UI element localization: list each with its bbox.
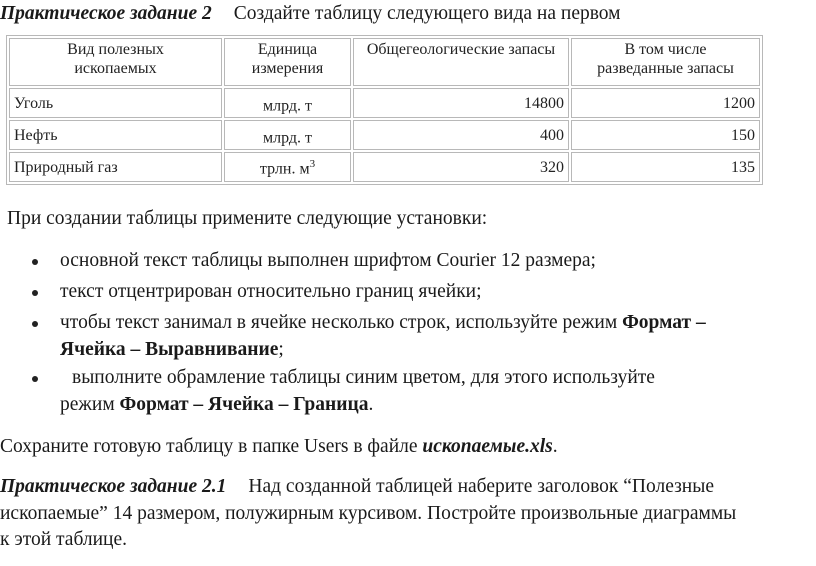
save-instruction: Сохраните готовую таблицу в папке Users в файле ископаемые.xls. <box>0 436 558 457</box>
cell-unit: трлн. $м^3$ <box>224 152 351 182</box>
minerals-table-container <box>6 35 763 185</box>
cell-mineral-name: Нефть <box>9 120 222 150</box>
bullet-item-border-line1: выполните обрамление таблицы синим цветом, для этого используйте <box>72 367 655 388</box>
bullet-dot <box>32 290 38 296</box>
bullet-item-wrap-line1: чтобы текст занимал в ячейке несколько строк, используйте режим Формат – <box>60 312 706 333</box>
header-mineral-type: Вид полезных ископаемых <box>9 38 222 86</box>
cell-mineral-name: Природный газ <box>9 152 222 182</box>
cell-total: 14800 <box>353 88 569 118</box>
header-explored-reserves: В том числе разведанные запасы <box>571 38 760 86</box>
minerals-table <box>6 35 763 185</box>
cell-explored: 150 <box>571 120 760 150</box>
task21-line3: к этой таблице. <box>0 529 128 550</box>
settings-intro: При создании таблицы примените следующие установки: <box>7 208 488 229</box>
task2-text: Создайте таблицу следующего вида на первом <box>233 3 621 24</box>
cell-unit: млрд. т <box>224 120 351 150</box>
table-row <box>9 88 760 118</box>
cell-explored: 135 <box>571 152 760 182</box>
task2-line <box>0 3 621 25</box>
header-unit: Единица измерения <box>224 38 351 86</box>
file-name: ископаемые.xls <box>422 436 553 457</box>
bullet-dot <box>32 321 38 327</box>
cell-total: 320 <box>353 152 569 182</box>
bullet-dot <box>32 259 38 265</box>
table-row <box>9 120 760 150</box>
header-total-reserves: Общегеологические запасы <box>353 38 569 86</box>
task21-label: Практическое задание 2.1 <box>0 476 227 497</box>
cell-explored: 1200 <box>571 88 760 118</box>
cell-mineral-name: Уголь <box>9 88 222 118</box>
bullet-item-border-line2: режим Формат – Ячейка – Граница. <box>60 394 374 415</box>
table-header-row <box>9 38 760 86</box>
bullet-item-font: основной текст таблицы выполнен шрифтом Courier 12 размера; <box>60 250 596 271</box>
task21-line2: ископаемые” 14 размером, полужирным курсивом. Постройте произвольные диаграммы <box>0 503 737 524</box>
bullet-item-wrap-line2: Ячейка – Выравнивание; <box>60 339 284 360</box>
task21-line1: Практическое задание 2.1 Над созданной таблицей наберите заголовок “Полезные <box>0 476 715 497</box>
task2-label: Практическое задание 2 <box>0 3 212 24</box>
table-row <box>9 152 760 182</box>
bullet-dot <box>32 376 38 382</box>
cell-unit: млрд. т <box>224 88 351 118</box>
bullet-item-center: текст отцентрирован относительно границ ячейки; <box>60 281 482 302</box>
cell-total: 400 <box>353 120 569 150</box>
